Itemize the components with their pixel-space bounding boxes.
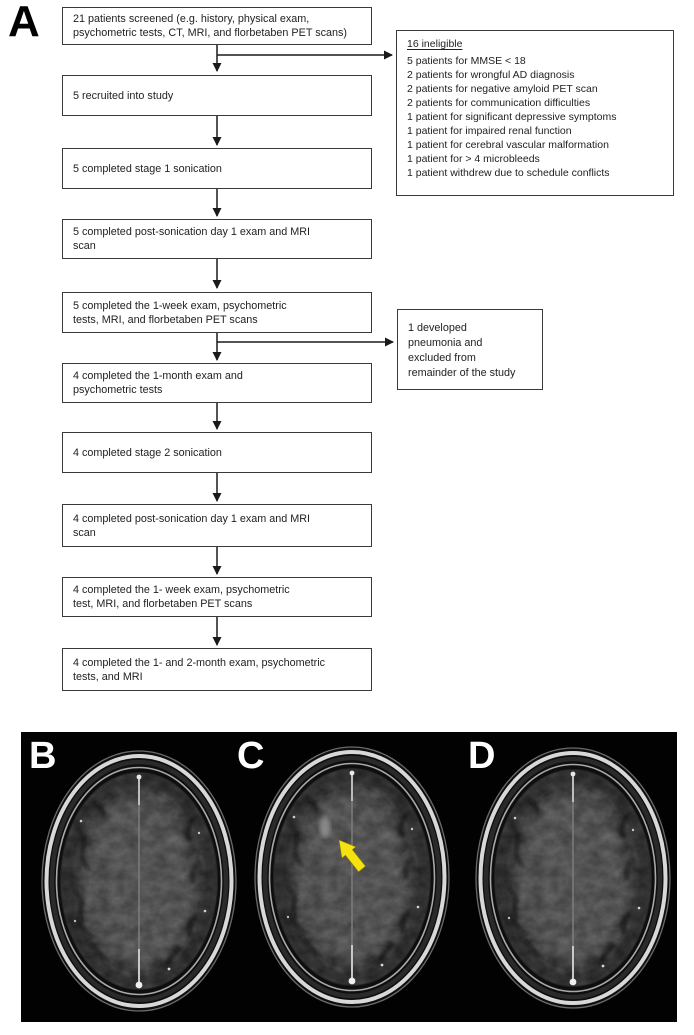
flow-box-stage2-sonication: 4 completed stage 2 sonication <box>62 432 372 473</box>
ineligible-item: 2 patients for negative amyloid PET scan <box>407 83 598 95</box>
flow-box-post-sonication-day1-first: 5 completed post-sonication day 1 exam and MRI scan <box>62 219 372 259</box>
mri-scan-d <box>476 748 670 1008</box>
panel-a-label: A <box>8 0 39 46</box>
ineligible-item: 2 patients for wrongful AD diagnosis <box>407 69 575 81</box>
flow-box-1week-exam-first: 5 completed the 1-week exam, psychometric tests, MRI, and florbetaben PET scans <box>62 292 372 333</box>
ineligible-item: 1 patient for cerebral vascular malformation <box>407 139 609 151</box>
panel-c-label: C <box>237 735 265 777</box>
mri-scan-b <box>42 751 236 1011</box>
mri-scan-c <box>255 747 449 1007</box>
flow-box-post-sonication-day1-second: 4 completed post-sonication day 1 exam and MRI scan <box>62 504 372 547</box>
ineligible-item: 2 patients for communication difficulties <box>407 97 591 109</box>
enhancement-spot <box>320 817 331 837</box>
panel-d-label: D <box>468 735 496 777</box>
ineligible-item: 1 patient withdrew due to schedule conflicts <box>407 167 610 179</box>
flow-box-1week-exam-second: 4 completed the 1- week exam, psychometric test, MRI, and florbetaben PET scans <box>62 577 372 617</box>
panel-b-label: B <box>29 735 57 777</box>
flow-box-final-exams: 4 completed the 1- and 2-month exam, psychometric tests, and MRI <box>62 648 372 691</box>
flow-box-1month-exam: 4 completed the 1-month exam and psychometric tests <box>62 363 372 403</box>
ineligible-item: 5 patients for MMSE < 18 <box>407 55 526 67</box>
ineligible-item: 1 patient for significant depressive symptoms <box>407 111 617 123</box>
mri-panel <box>21 732 677 1022</box>
ineligible-item: 1 patient for > 4 microbleeds <box>407 153 540 165</box>
flow-box-stage1-sonication: 5 completed stage 1 sonication <box>62 148 372 189</box>
ineligible-title: 16 ineligible <box>407 38 463 50</box>
ineligible-item: 1 patient for impaired renal function <box>407 125 572 137</box>
flow-box-screened: 21 patients screened (e.g. history, physical exam, psychometric tests, CT, MRI, and florbetaben PET scans) <box>62 7 372 45</box>
ineligible-box <box>396 30 674 196</box>
mri-scans-image <box>21 732 677 1022</box>
flow-box-recruited: 5 recruited into study <box>62 75 372 116</box>
excluded-box: 1 developed pneumonia and excluded from remainder of the study <box>397 309 543 390</box>
